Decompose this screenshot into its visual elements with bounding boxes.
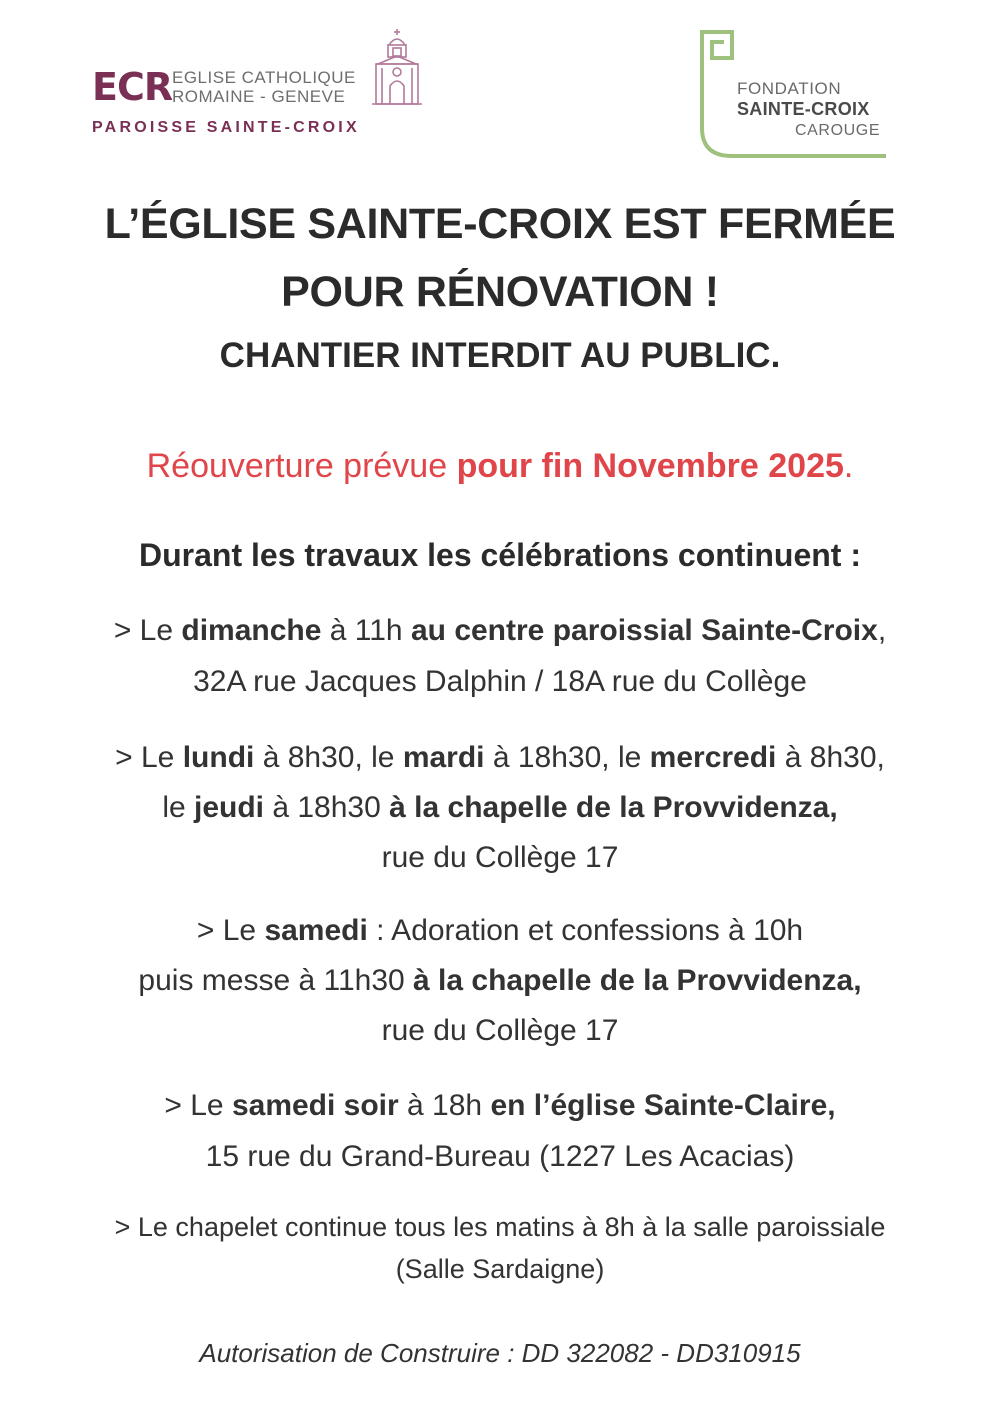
reopening-notice: [0, 447, 1000, 486]
building-permit: Autorisation de Construire : DD 322082 - DD310915: [199, 1338, 801, 1368]
fondation-line-1: FONDATION: [737, 79, 842, 98]
ecr-logo: [92, 28, 432, 138]
text-run: > Le: [196, 914, 265, 947]
sunday-line-1: [0, 614, 1000, 648]
reopening-suffix: .: [843, 447, 854, 485]
day-name: samedi: [264, 914, 368, 947]
text-run: ,: [877, 614, 887, 647]
saturday-line-2: [0, 964, 1000, 998]
text-run: à 18h30, le: [484, 741, 650, 774]
text-run: à 8h30,: [776, 741, 885, 774]
saturday-evening-line-1: [0, 1089, 1000, 1123]
reopening-prefix: Réouverture prévue: [146, 447, 457, 485]
weekdays-address: rue du Collège 17: [381, 841, 619, 874]
saturday-address: rue du Collège 17: [381, 1014, 619, 1047]
sunday-address: 32A rue Jacques Dalphin / 18A rue du Collège: [193, 665, 807, 698]
subtitle: CHANTIER INTERDIT AU PUBLIC.: [219, 336, 781, 375]
day-name: jeudi: [194, 791, 265, 824]
day-name: mardi: [402, 741, 485, 774]
reopening-date: pour fin Novembre 2025: [456, 447, 844, 485]
text-run: > Le: [164, 1089, 232, 1122]
text-run: à 11h: [321, 614, 411, 647]
location-name: au centre paroissial Sainte-Croix: [410, 614, 878, 647]
ecr-logo-org-name: [172, 68, 356, 106]
day-name: lundi: [182, 741, 255, 774]
ecr-org-line-2: ROMAINE - GENEVE: [172, 87, 346, 106]
during-works-heading: Durant les travaux les célébrations continuent :: [139, 537, 861, 573]
weekdays-line-1: [0, 741, 1000, 775]
text-run: à 18h: [398, 1089, 491, 1122]
day-name: samedi soir: [231, 1089, 399, 1122]
church-icon: [370, 28, 424, 108]
saturday-evening-address: 15 rue du Grand-Bureau (1227 Les Acacias): [205, 1140, 795, 1173]
fondation-logo: [688, 28, 898, 163]
text-run: à 18h30: [264, 791, 390, 824]
ecr-org-line-1: EGLISE CATHOLIQUE: [172, 68, 356, 87]
ecr-logo-mark: ECR: [92, 65, 173, 109]
fondation-text: [737, 78, 880, 141]
weekdays-line-2: [0, 791, 1000, 825]
saturday-line-1: [0, 914, 1000, 948]
text-run: puis messe à 11h30: [138, 964, 414, 997]
text-run: > Le: [113, 614, 182, 647]
rosary-line-2: (Salle Sardaigne): [395, 1254, 605, 1284]
location-name: à la chapelle de la Provvidenza,: [413, 964, 862, 997]
parish-name: PAROISSE SAINTE-CROIX: [92, 119, 360, 136]
text-run: > Le: [115, 741, 183, 774]
text-run: à 8h30, le: [254, 741, 403, 774]
fondation-line-2: SAINTE-CROIX: [737, 99, 870, 119]
fondation-line-3: CAROUGE: [795, 122, 881, 139]
text-run: le: [162, 791, 194, 824]
text-run: : Adoration et confessions à 10h: [367, 914, 804, 947]
day-name: mercredi: [649, 741, 777, 774]
location-name: à la chapelle de la Provvidenza,: [389, 791, 838, 824]
location-name: en l’église Sainte-Claire,: [490, 1089, 836, 1122]
title-line-2: POUR RÉNOVATION !: [281, 268, 719, 316]
rosary-line-1: > Le chapelet continue tous les matins à 8h à la salle paroissiale: [114, 1212, 886, 1242]
day-name: dimanche: [181, 614, 322, 647]
title-line-1: L’ÉGLISE SAINTE-CROIX EST FERMÉE: [104, 200, 896, 248]
